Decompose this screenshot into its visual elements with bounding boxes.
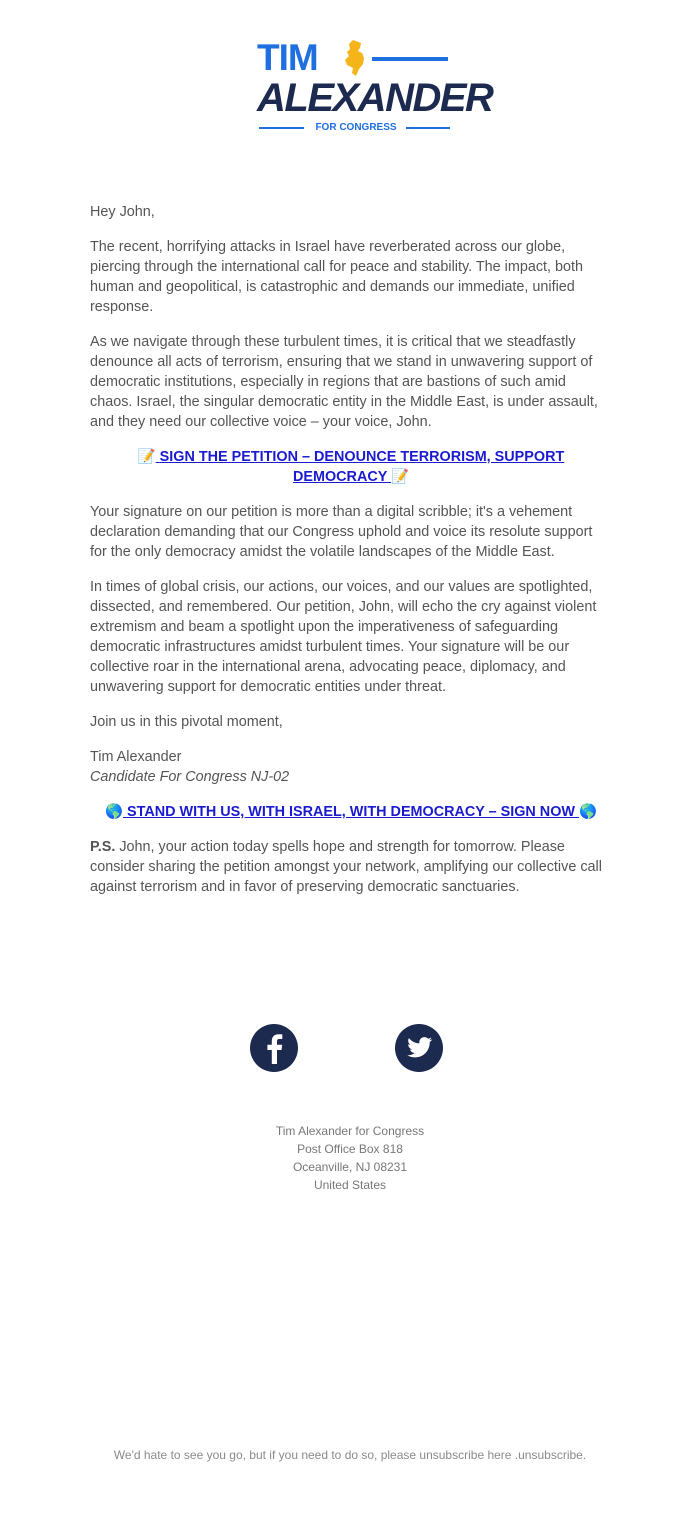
footer-address-line-1: Post Office Box 818 xyxy=(297,1142,403,1156)
paragraph-4: In times of global crisis, our actions, our voices, and our values are spotlighted, dissected, and remembered. Our petition, John, will echo the cry against violent extremism and beam a spotlight upon the imperativeness of safeguarding democratic infrastructures amidst turbulent times. Your signature will be our collective roar in the international arena, advocating peace, diplomacy, and unwavering support for democratic entities under threat. xyxy=(90,579,597,695)
logo-first-name: TIM xyxy=(257,37,318,78)
footer-country: United States xyxy=(313,1178,387,1192)
ps-label: P.S. xyxy=(90,839,116,855)
twitter-link[interactable] xyxy=(395,1024,443,1072)
twitter-icon xyxy=(395,1024,443,1072)
signature-name: Tim Alexander xyxy=(90,749,182,765)
footer-org: Tim Alexander for Congress xyxy=(275,1124,425,1138)
cta-petition xyxy=(90,447,612,487)
logo-divider-right xyxy=(406,127,450,129)
logo-last-name: ALEXANDER xyxy=(257,76,493,120)
signature-title: Candidate For Congress NJ-02 xyxy=(90,769,290,785)
sign-petition-link[interactable] xyxy=(138,449,565,485)
footer-address-line-2: Oceanville, NJ 08231 xyxy=(292,1160,408,1174)
signature xyxy=(90,747,612,787)
unsubscribe-text[interactable]: We'd hate to see you go, but if you need to do so, please unsubscribe here .unsubscribe. xyxy=(113,1448,587,1462)
campaign-logo xyxy=(257,37,493,134)
footer-address xyxy=(0,1122,700,1194)
memo-icon: 📝 xyxy=(391,469,409,485)
logo-tagline: FOR CONGRESS xyxy=(315,122,397,133)
memo-icon: 📝 xyxy=(137,449,156,465)
email-body xyxy=(90,202,612,912)
facebook-link[interactable] xyxy=(250,1024,298,1072)
logo-divider-left xyxy=(259,127,304,129)
logo-bar xyxy=(372,57,448,61)
paragraph-3: Your signature on our petition is more than a digital scribble; it's a vehement declaration demanding that our Congress uphold and voice its resolute support for the only democracy amidst the volatile landscapes of the Middle East. xyxy=(90,504,593,560)
paragraph-2: As we navigate through these turbulent times, it is critical that we steadfastly denounce all acts of terrorism, ensuring that we stand in unwavering support of democratic institutions, especially in regions that are bastions of such amid chaos. Israel, the singular democratic entity in the Middle East, is under assault, and they need our collective voice – your voice, John. xyxy=(90,334,598,430)
sign-now-label: STAND WITH US, WITH ISRAEL, WITH DEMOCRACY – SIGN NOW xyxy=(127,804,575,820)
paragraph-1: The recent, horrifying attacks in Israel have reverberated across our globe, piercing through the international call for peace and stability. The impact, both human and geopolitical, is catastrophic and demands our immediate, unified response. xyxy=(90,239,584,315)
logo-tagline-row xyxy=(257,121,450,135)
postscript xyxy=(90,837,612,897)
ps-text: John, your action today spells hope and strength for tomorrow. Please consider sharing the petition amongst your network, amplifying our collective call against terrorism and in favor of preserving democratic sanctuaries. xyxy=(90,839,602,895)
sign-now-link[interactable] xyxy=(105,804,597,820)
sign-petition-label: SIGN THE PETITION – DENOUNCE TERRORISM, SUPPORT DEMOCRACY xyxy=(159,449,565,485)
new-jersey-icon xyxy=(344,40,366,76)
facebook-icon xyxy=(250,1024,298,1072)
closing: Join us in this pivotal moment, xyxy=(90,714,283,730)
globe-icon: 🌎 xyxy=(105,804,124,820)
greeting: Hey John, xyxy=(90,204,155,220)
cta-stand-with-us xyxy=(90,802,612,822)
globe-icon: 🌎 xyxy=(578,804,597,820)
